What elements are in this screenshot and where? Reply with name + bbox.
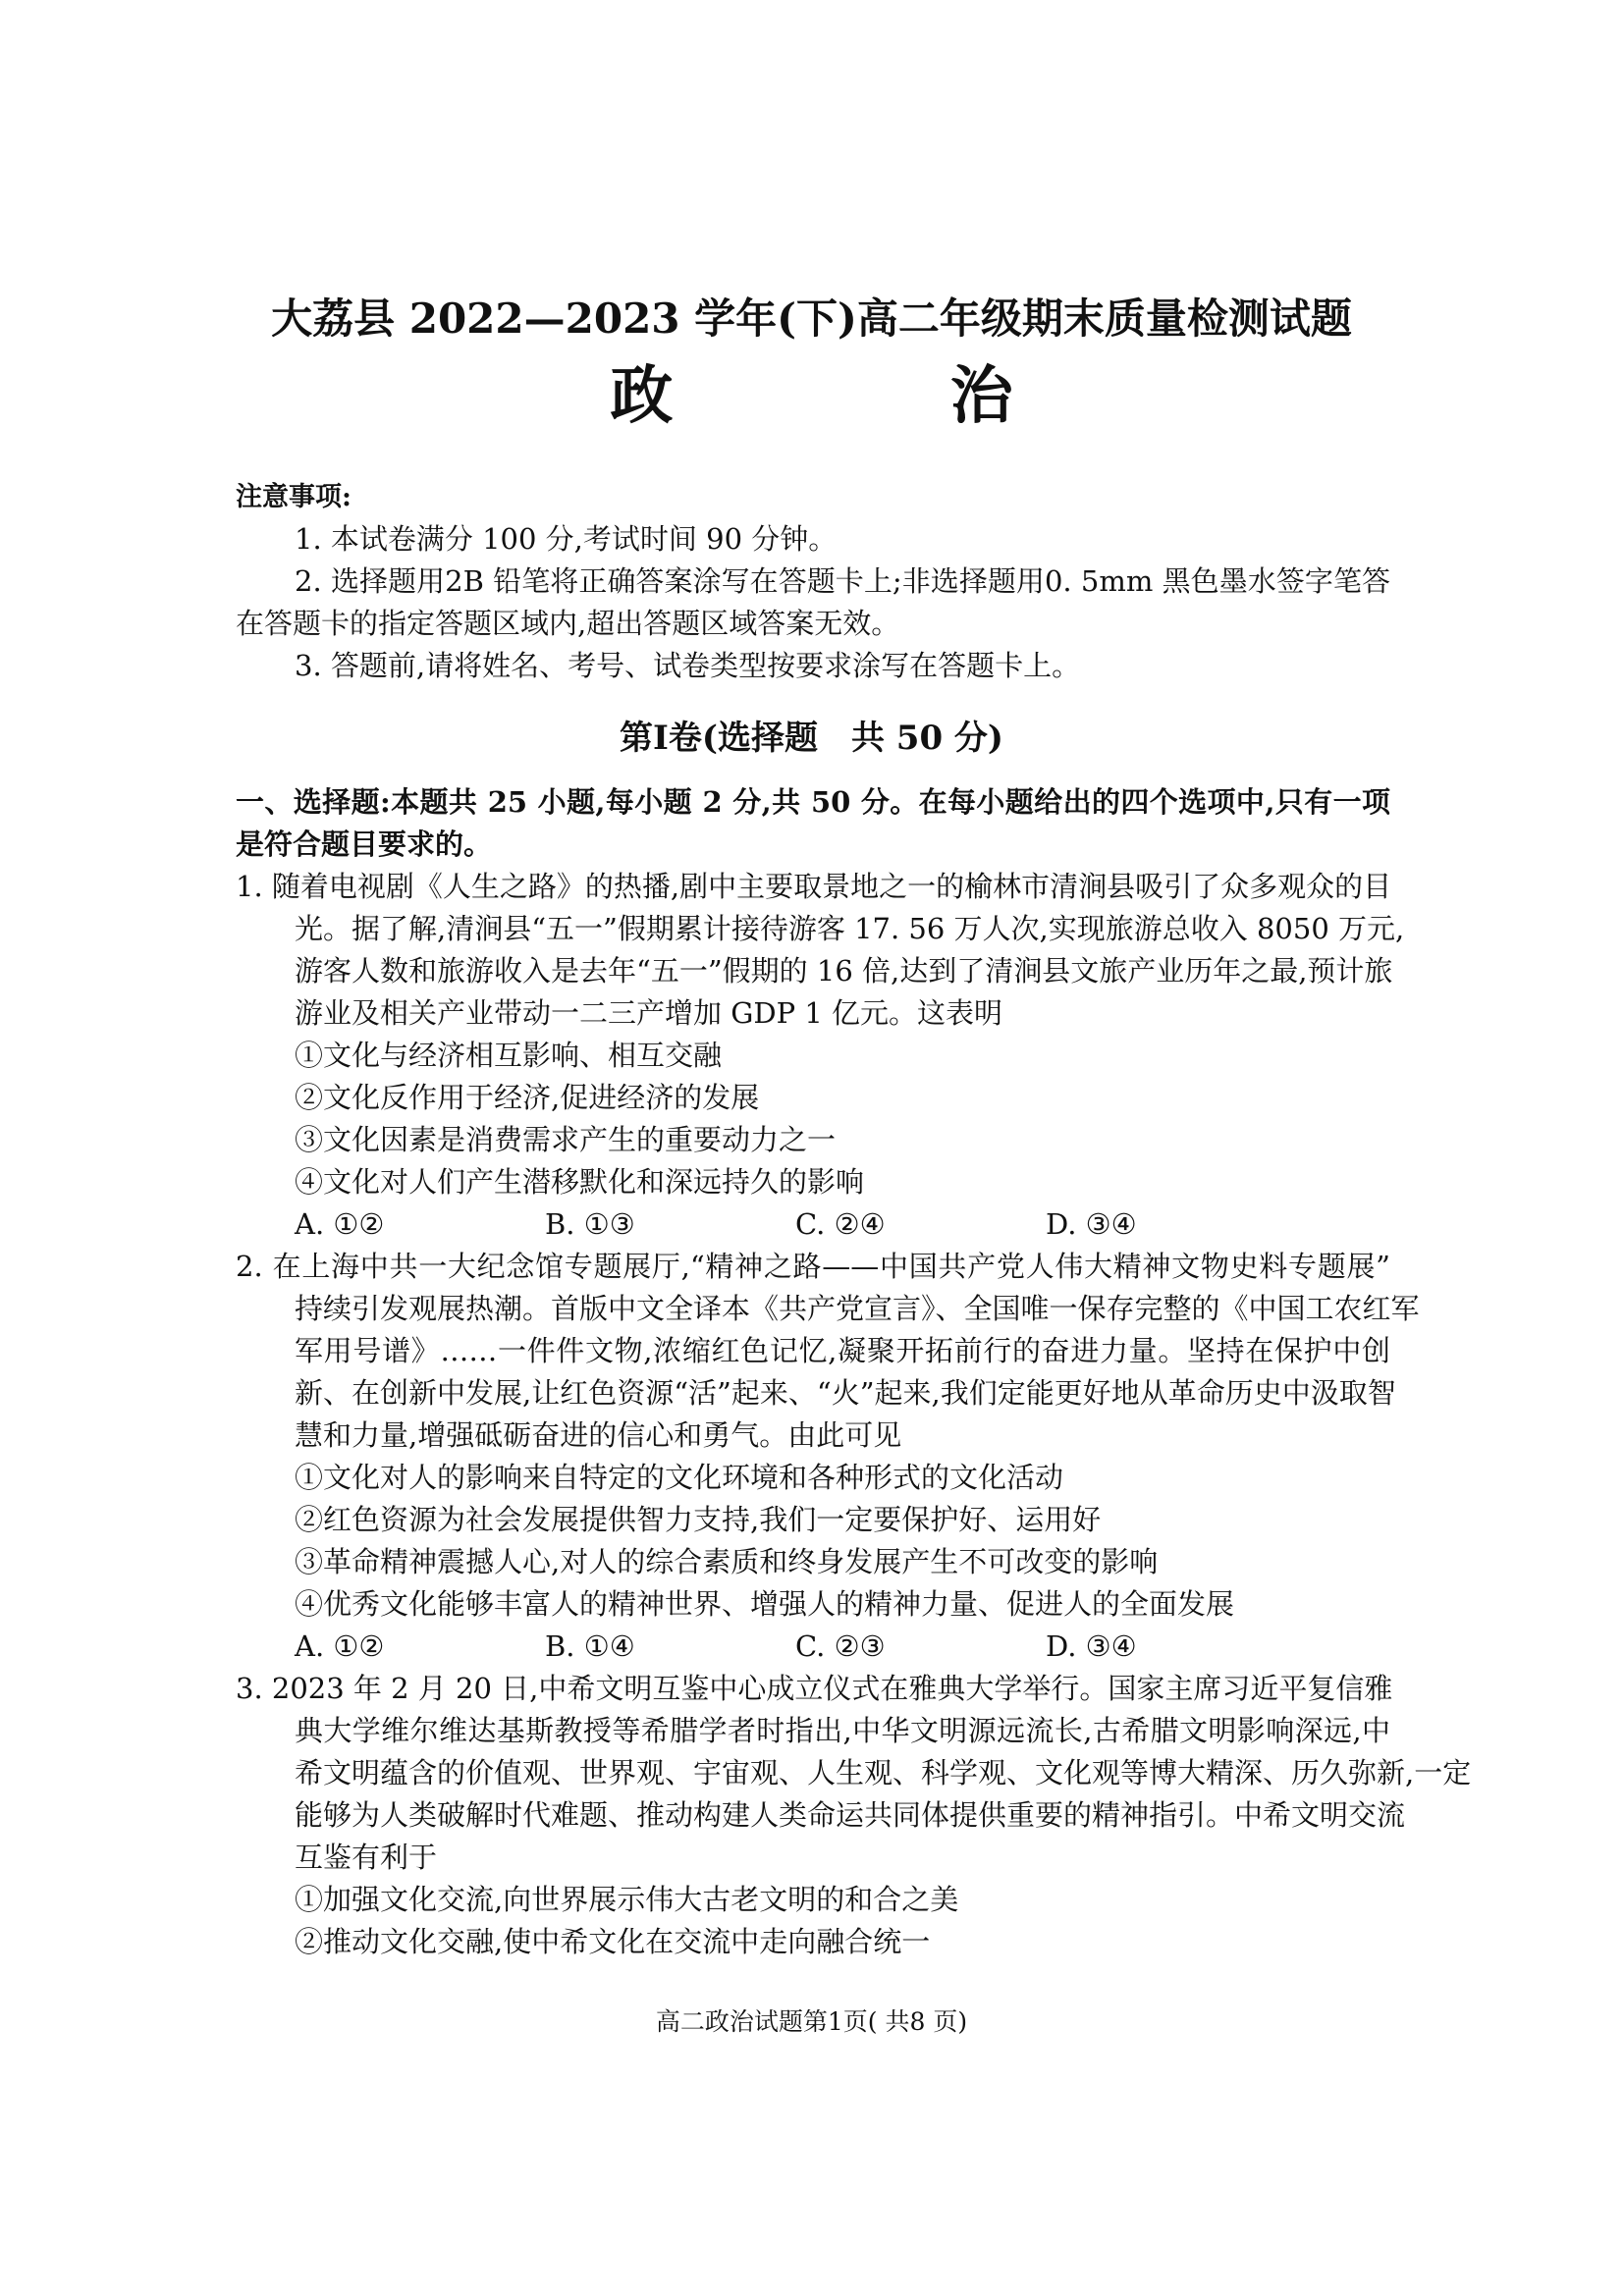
- q1-line-3: 游客人数和旅游收入是去年“五一”假期的 16 倍,达到了清涧县文旅产业历年之最,预计旅: [295, 954, 1393, 988]
- q1-option-d: D. ③④: [1046, 1207, 1137, 1241]
- exam-title: 大荔县 2022—2023 学年(下)高二年级期末质量检测试题: [271, 294, 1352, 343]
- q2-statement-2: ②红色资源为社会发展提供智力支持,我们一定要保护好、运用好: [295, 1503, 1102, 1536]
- section-instruction-line-2: 是符合题目要求的。: [236, 828, 493, 861]
- q2-statement-1: ①文化对人的影响来自特定的文化环境和各种形式的文化活动: [295, 1461, 1064, 1494]
- q2-line-4: 新、在创新中发展,让红色资源“活”起来、“火”起来,我们定能更好地从革命历史中汲取智: [295, 1376, 1396, 1410]
- q1-line-2: 光。据了解,清涧县“五一”假期累计接待游客 17. 56 万人次,实现旅游总收入 8050 万元,: [295, 912, 1405, 945]
- q1-statement-1: ①文化与经济相互影响、相互交融: [295, 1039, 723, 1072]
- subject-title: 政 治: [610, 359, 1141, 433]
- q3-statement-1: ①加强文化交流,向世界展示伟大古老文明的和合之美: [295, 1883, 959, 1916]
- section-title: 第Ⅰ卷(选择题 共 50 分): [619, 719, 1004, 758]
- q3-statement-2: ②推动文化交融,使中希文化在交流中走向融合统一: [295, 1925, 931, 1958]
- notice-item-3: 3. 答题前,请将姓名、考号、试卷类型按要求涂写在答题卡上。: [295, 649, 1081, 682]
- q1-option-b: B. ①③: [545, 1207, 635, 1241]
- q1-line-4: 游业及相关产业带动一二三产增加 GDP 1 亿元。这表明: [295, 996, 1003, 1030]
- page-footer: 高二政治试题第1页( 共8 页): [655, 2007, 968, 2036]
- q2-statement-3: ③革命精神震撼人心,对人的综合素质和终身发展产生不可改变的影响: [295, 1545, 1159, 1578]
- q3-line-1: 3. 2023 年 2 月 20 日,中希文明互鉴中心成立仪式在雅典大学举行。国家主席习近平复信雅: [236, 1672, 1393, 1705]
- q2-option-c: C. ②③: [795, 1629, 886, 1663]
- q2-option-d: D. ③④: [1046, 1629, 1137, 1663]
- q3-line-5: 互鉴有利于: [295, 1841, 438, 1874]
- q2-statement-4: ④优秀文化能够丰富人的精神世界、增强人的精神力量、促进人的全面发展: [295, 1587, 1235, 1621]
- q2-option-a: A. ①②: [295, 1629, 385, 1663]
- q2-option-b: B. ①④: [545, 1629, 635, 1663]
- notice-item-1: 1. 本试卷满分 100 分,考试时间 90 分钟。: [295, 522, 838, 556]
- q1-option-c: C. ②④: [795, 1207, 886, 1241]
- q1-statement-2: ②文化反作用于经济,促进经济的发展: [295, 1081, 760, 1114]
- q1-statement-3: ③文化因素是消费需求产生的重要动力之一: [295, 1123, 837, 1156]
- q2-line-1: 2. 在上海中共一大纪念馆专题展厅,“精神之路——中国共产党人伟大精神文物史料专题展”: [236, 1250, 1390, 1283]
- notice-heading: 注意事项:: [236, 482, 352, 512]
- notice-item-2-line-2: 在答题卡的指定答题区域内,超出答题区域答案无效。: [236, 607, 900, 640]
- q3-line-2: 典大学维尔维达基斯教授等希腊学者时指出,中华文明源远流长,古希腊文明影响深远,中: [295, 1714, 1390, 1747]
- section-instruction-line-1: 一、选择题:本题共 25 小题,每小题 2 分,共 50 分。在每小题给出的四个选项中,只有一项: [236, 785, 1390, 819]
- q1-option-a: A. ①②: [295, 1207, 385, 1241]
- q2-line-3: 军用号谱》……一件件文物,浓缩红色记忆,凝聚开拓前行的奋进力量。坚持在保护中创: [295, 1334, 1390, 1367]
- q3-line-3: 希文明蕴含的价值观、世界观、宇宙观、人生观、科学观、文化观等博大精深、历久弥新,一定: [295, 1756, 1472, 1789]
- q2-line-5: 慧和力量,增强砥砺奋进的信心和勇气。由此可见: [295, 1418, 902, 1452]
- q1-statement-4: ④文化对人们产生潜移默化和深远持久的影响: [295, 1165, 865, 1199]
- notice-item-2-line-1: 2. 选择题用2B 铅笔将正确答案涂写在答题卡上;非选择题用0. 5mm 黑色墨水签字笔答: [295, 564, 1390, 598]
- q1-line-1: 1. 随着电视剧《人生之路》的热播,剧中主要取景地之一的榆林市清涧县吸引了众多观众的目: [236, 870, 1392, 903]
- q2-line-2: 持续引发观展热潮。首版中文全译本《共产党宣言》、全国唯一保存完整的《中国工农红军: [295, 1292, 1420, 1325]
- q3-line-4: 能够为人类破解时代难题、推动构建人类命运共同体提供重要的精神指引。中希文明交流: [295, 1798, 1406, 1832]
